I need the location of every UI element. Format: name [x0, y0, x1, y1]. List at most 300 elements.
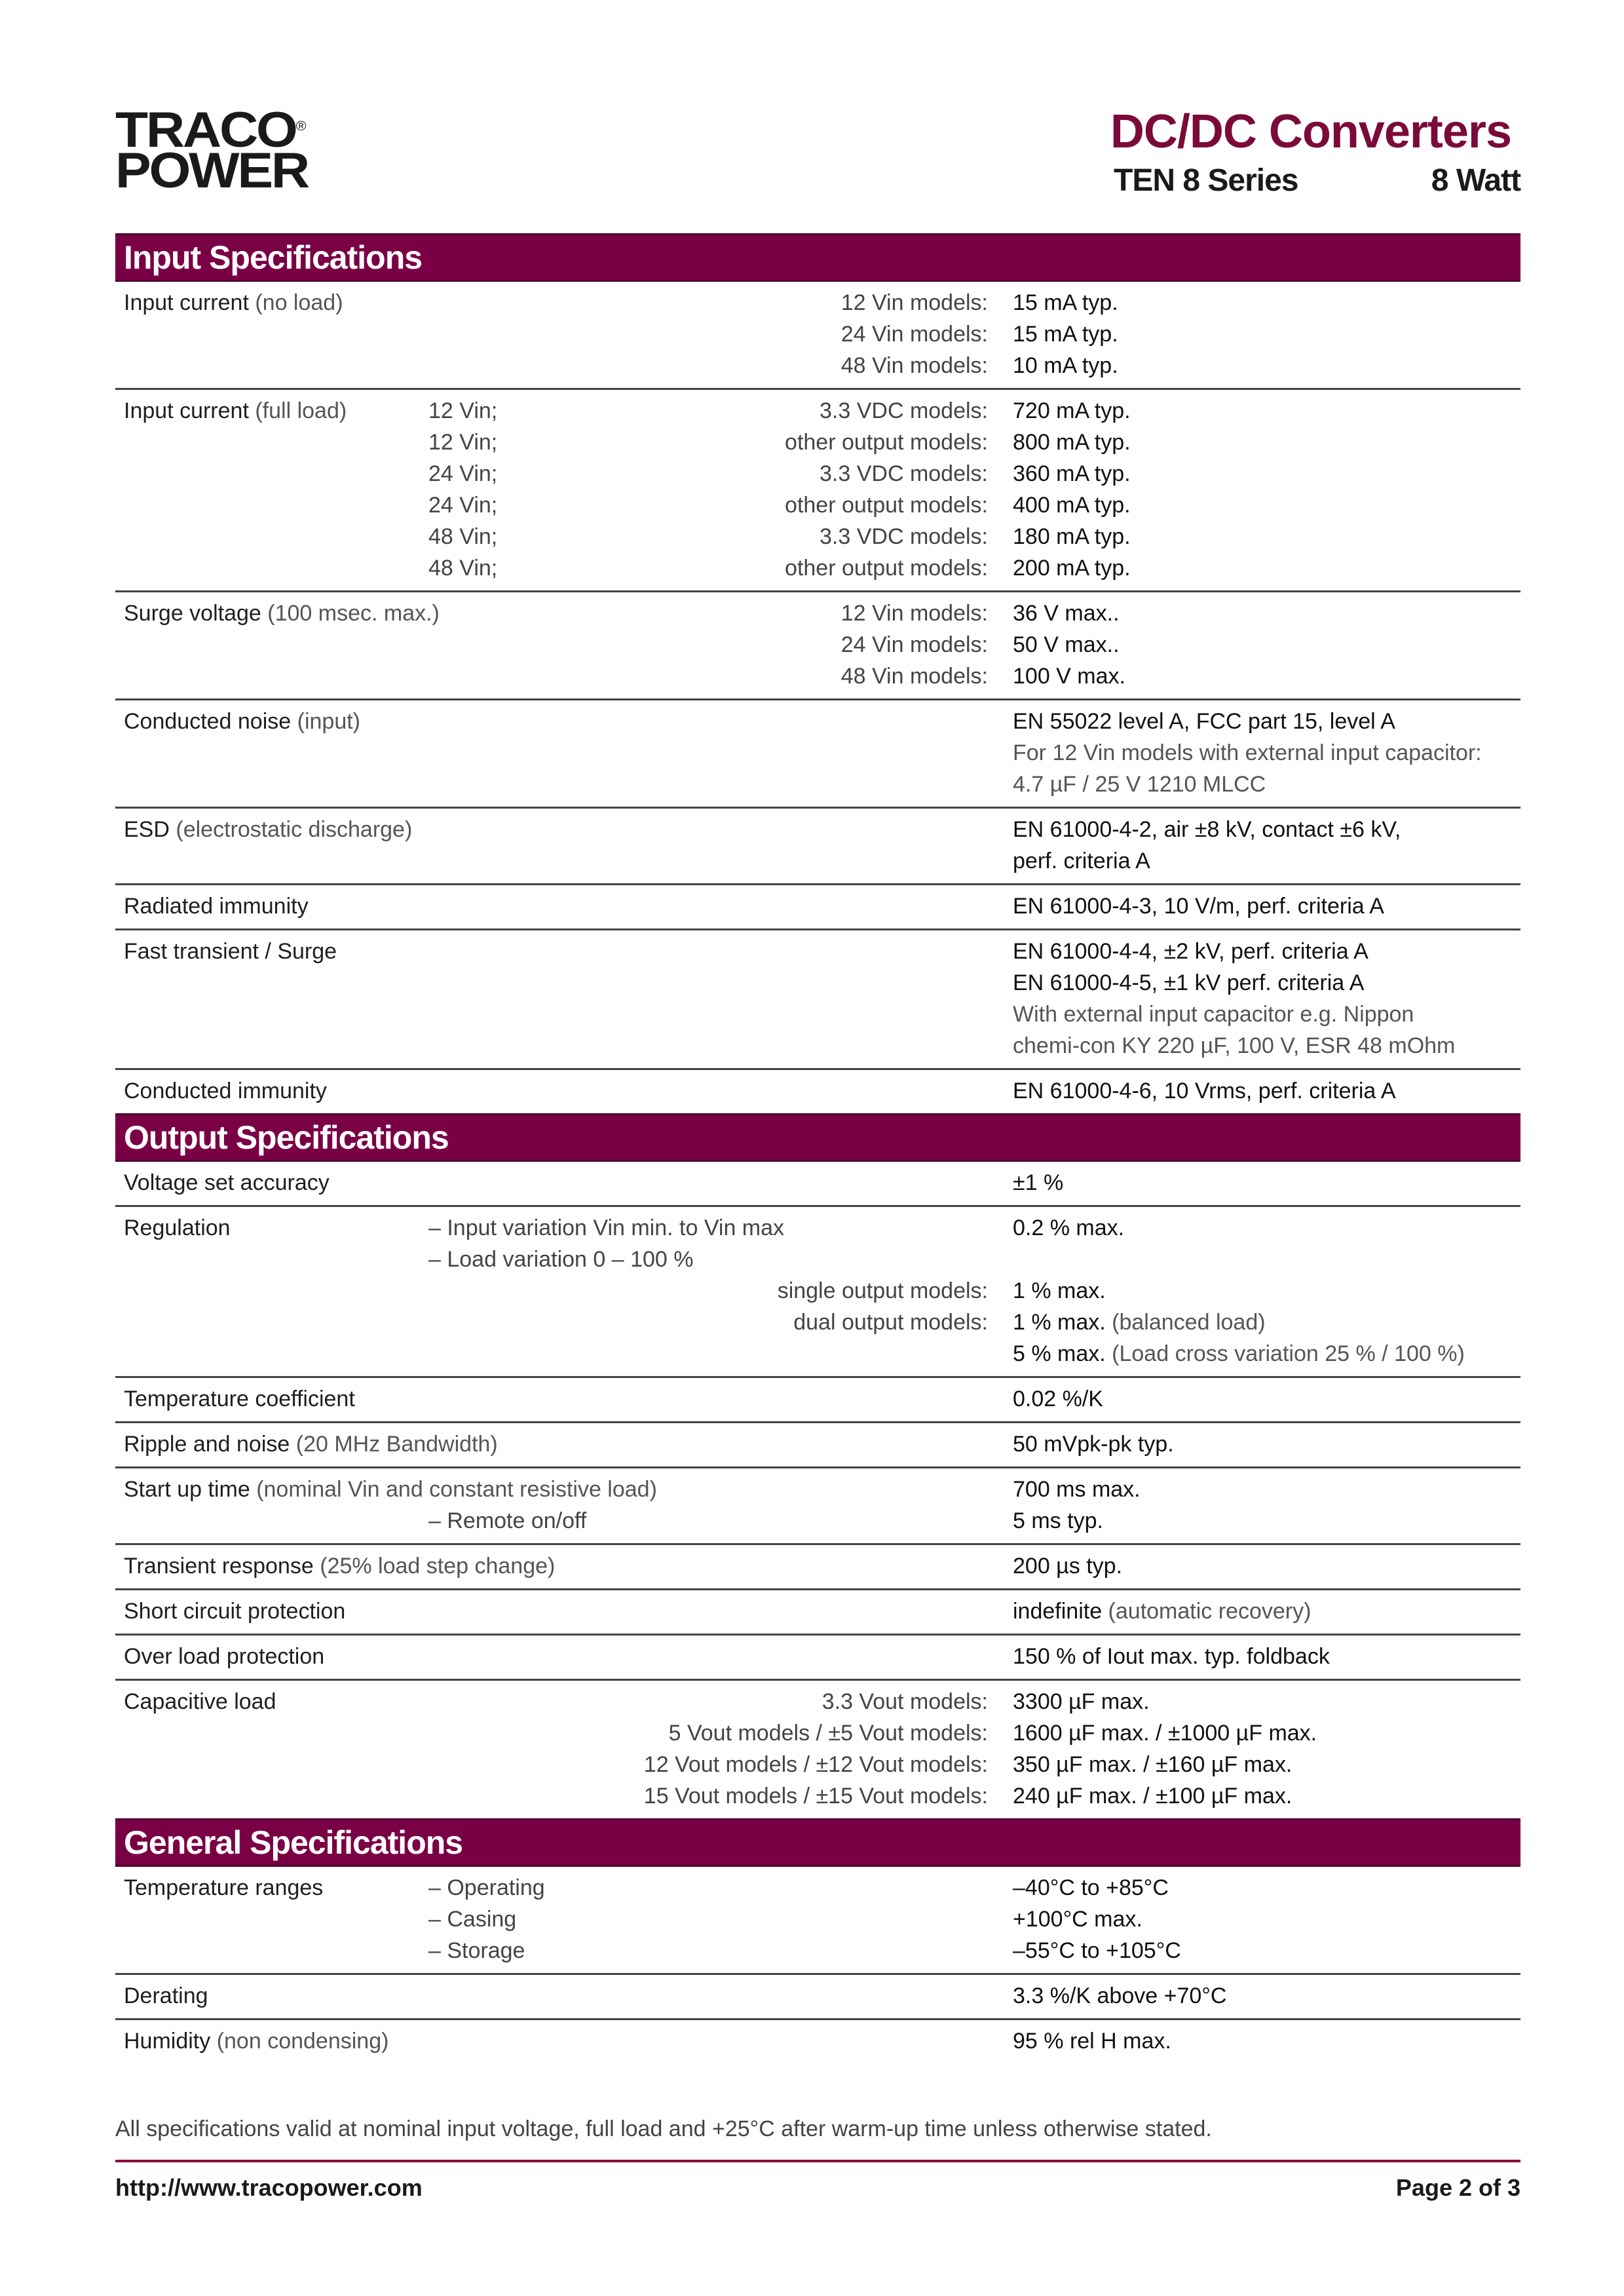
spec-condition-cell [428, 489, 988, 521]
spacer [988, 521, 1013, 552]
spec-label-cell [124, 737, 428, 769]
spec-value: ±1 % [1013, 1170, 1064, 1195]
spec-label: Input current [124, 398, 249, 423]
spec-condition-cell [428, 1244, 988, 1275]
spec-line [115, 489, 1520, 521]
spec-condition-cell [428, 1167, 988, 1198]
spacer [988, 629, 1013, 660]
spec-value-cell [1013, 287, 1520, 318]
spec-label: Conducted noise [124, 709, 292, 734]
spec-value: perf. criteria A [1013, 849, 1150, 873]
spec-value-cell [1013, 737, 1520, 769]
spec-row [115, 809, 1520, 885]
specifications-table [115, 233, 1520, 2063]
section-header: Output Specifications [115, 1113, 1520, 1162]
spec-value: 360 mA typ. [1013, 461, 1131, 486]
spec-value-cell [1013, 1338, 1520, 1369]
spacer [988, 1338, 1013, 1369]
spacer [988, 1935, 1013, 1966]
spacer [988, 552, 1013, 584]
spec-model-condition: other output models: [785, 493, 988, 518]
spec-row [115, 1207, 1520, 1378]
spec-value-cell [1013, 1780, 1520, 1812]
spec-value: 15 mA typ. [1013, 290, 1118, 315]
spacer [988, 458, 1013, 489]
spacer [988, 1505, 1013, 1537]
spec-value: EN 55022 level A, FCC part 15, level A [1013, 709, 1395, 734]
spec-value: 180 mA typ. [1013, 524, 1131, 549]
spec-value-cell [1013, 1307, 1520, 1338]
spacer [988, 598, 1013, 629]
spec-value: EN 61000-4-6, 10 Vrms, perf. criteria A [1013, 1079, 1396, 1103]
spec-label-cell [124, 427, 428, 458]
spec-label: Radiated immunity [124, 894, 309, 919]
spacer [988, 967, 1013, 999]
spec-value-cell [1013, 1641, 1520, 1672]
spec-condition-cell [428, 1307, 988, 1338]
spacer [988, 936, 1013, 967]
spec-value-cell [1013, 1244, 1520, 1275]
spec-line [115, 1212, 1520, 1244]
spec-condition-cell [428, 395, 988, 427]
spec-value-cell [1013, 2025, 1520, 2057]
spacer [988, 1550, 1013, 1582]
spec-model-condition: 24 Vin models: [840, 322, 988, 347]
document-title: DC/DC Converters [1110, 105, 1511, 158]
spec-value-cell [1013, 1505, 1520, 1537]
spec-value-cell [1013, 1167, 1520, 1198]
spec-condition-cell [428, 2025, 988, 2057]
spec-line [115, 318, 1520, 350]
spec-condition-cell [428, 660, 988, 692]
spec-model-condition: single output models: [777, 1278, 988, 1303]
spec-label-note: (nominal Vin and constant resistive load) [250, 1477, 657, 1502]
spec-value-cell [1013, 1749, 1520, 1780]
spec-value: –55°C to +105°C [1013, 1938, 1181, 1963]
spec-condition-cell [428, 598, 988, 629]
spec-condition-cell [428, 1383, 988, 1415]
spec-label: Transient response [124, 1554, 314, 1578]
spec-line [115, 1030, 1520, 1062]
spec-value: EN 61000-4-2, air ±8 kV, contact ±6 kV, [1013, 817, 1401, 842]
spec-value: indefinite [1013, 1599, 1103, 1624]
spec-label: Derating [124, 1983, 208, 2008]
spacer [988, 1474, 1013, 1505]
spec-model-condition: 12 Vout models / ±12 Vout models: [643, 1752, 988, 1777]
spec-line [115, 1338, 1520, 1369]
spec-label-cell [124, 1428, 498, 1460]
spec-value-cell [1013, 552, 1520, 584]
spec-row [115, 1681, 1520, 1818]
spec-row [115, 1162, 1520, 1207]
spec-value: 10 mA typ. [1013, 353, 1118, 378]
spec-value-cell [1013, 1275, 1520, 1307]
spec-condition-cell [428, 1904, 988, 1935]
spacer [988, 1904, 1013, 1935]
spec-value-cell [1013, 458, 1520, 489]
spec-condition-cell [428, 890, 988, 922]
spec-label-cell [124, 769, 428, 800]
spec-label-cell [124, 706, 428, 737]
spec-sub-condition: – Operating [428, 1875, 545, 1900]
spec-line [115, 1641, 1520, 1672]
spacer [988, 1749, 1013, 1780]
spec-value-note: (balanced load) [1105, 1310, 1266, 1335]
spacer [988, 287, 1013, 318]
spec-row [115, 1468, 1520, 1545]
spec-condition-cell [428, 706, 988, 737]
spec-row [115, 700, 1520, 809]
spec-row [115, 1975, 1520, 2020]
spec-value: 36 V max.. [1013, 601, 1120, 626]
spacer [988, 1167, 1013, 1198]
spec-condition-cell [428, 287, 988, 318]
spec-label-cell [124, 1167, 428, 1198]
spec-value-cell [1013, 1980, 1520, 2012]
spec-value-cell [1013, 769, 1520, 800]
spec-row [115, 1070, 1520, 1113]
spec-line [115, 890, 1520, 922]
spec-condition-cell [428, 967, 988, 999]
spec-line [115, 1717, 1520, 1749]
spec-label-cell [124, 1030, 428, 1062]
spec-label-cell [124, 660, 428, 692]
spec-label-cell [124, 395, 428, 427]
spec-condition-cell [428, 1686, 988, 1717]
spec-label-note: (100 msec. max.) [261, 601, 440, 626]
footer-divider [115, 2160, 1520, 2162]
spec-line [115, 1749, 1520, 1780]
section-header: General Specifications [115, 1818, 1520, 1867]
spec-row [115, 1545, 1520, 1590]
spacer [988, 1596, 1013, 1627]
spec-line [115, 967, 1520, 999]
spec-sub-condition: 24 Vin; [428, 493, 498, 518]
spec-label-cell [124, 1935, 428, 1966]
spec-line [115, 660, 1520, 692]
spec-label-cell [124, 1244, 428, 1275]
spec-value-cell [1013, 660, 1520, 692]
spec-model-condition: 3.3 VDC models: [820, 461, 988, 486]
spec-value-cell [1013, 629, 1520, 660]
spacer [988, 1244, 1013, 1275]
spec-condition-cell [428, 1935, 988, 1966]
spec-line [115, 427, 1520, 458]
spec-line [115, 845, 1520, 877]
spacer [988, 489, 1013, 521]
spec-sub-condition: – Storage [428, 1938, 525, 1963]
spec-sub-condition: 48 Vin; [428, 556, 498, 581]
spec-sub-condition: 12 Vin; [428, 430, 498, 455]
spec-sub-condition: 12 Vin; [428, 398, 498, 423]
spec-model-condition: 48 Vin models: [840, 664, 988, 689]
spec-value: 240 µF max. / ±100 µF max. [1013, 1784, 1293, 1808]
spacer [988, 769, 1013, 800]
spec-condition-cell [428, 1717, 988, 1749]
spec-value: 700 ms max. [1013, 1477, 1141, 1502]
spec-label-note: (no load) [248, 290, 343, 315]
spec-condition-cell [428, 1872, 988, 1904]
spacer [988, 1030, 1013, 1062]
spec-value-cell [1013, 845, 1520, 877]
traco-power-logo [115, 102, 308, 199]
spec-line [115, 936, 1520, 967]
spec-value: 720 mA typ. [1013, 398, 1131, 423]
spec-line [115, 1167, 1520, 1198]
spec-label: Temperature ranges [124, 1875, 324, 1900]
spec-line [115, 1244, 1520, 1275]
footer-note: All specifications valid at nominal input voltage, full load and +25°C after warm-up time unless otherwise stated. [115, 2116, 1212, 2141]
spec-sub-condition: – Input variation Vin min. to Vin max [428, 1215, 785, 1240]
spec-line [115, 395, 1520, 427]
spec-label: Over load protection [124, 1644, 325, 1669]
spec-label-cell [124, 1596, 428, 1627]
spacer [988, 845, 1013, 877]
spec-line [115, 769, 1520, 800]
spec-condition-cell [428, 1505, 988, 1537]
spec-line [115, 552, 1520, 584]
spec-value: –40°C to +85°C [1013, 1875, 1169, 1900]
spec-condition-cell [428, 845, 988, 877]
spec-label: Conducted immunity [124, 1079, 327, 1103]
spec-value: EN 61000-4-4, ±2 kV, perf. criteria A [1013, 939, 1369, 964]
spec-value: 200 µs typ. [1013, 1554, 1123, 1578]
spec-line [115, 1428, 1520, 1460]
spec-line [115, 1075, 1520, 1107]
spec-value: 50 V max.. [1013, 632, 1120, 657]
spec-value: 150 % of Iout max. typ. foldback [1013, 1644, 1330, 1669]
spec-value: 3.3 %/K above +70°C [1013, 1983, 1227, 2008]
spec-row [115, 592, 1520, 700]
spec-line [115, 2025, 1520, 2057]
spec-row [115, 1423, 1520, 1468]
spec-line [115, 1383, 1520, 1415]
spec-label: Short circuit protection [124, 1599, 346, 1624]
spec-line [115, 1307, 1520, 1338]
spec-line [115, 629, 1520, 660]
spec-value-cell [1013, 1383, 1520, 1415]
spacer [988, 1428, 1013, 1460]
spec-value-cell [1013, 427, 1520, 458]
spec-label-cell [124, 552, 428, 584]
spec-model-condition: other output models: [785, 556, 988, 581]
spec-condition-cell [428, 552, 988, 584]
spec-label-cell [124, 1641, 428, 1672]
spec-row [115, 1867, 1520, 1975]
spec-value: +100°C max. [1013, 1907, 1142, 1932]
spec-line [115, 1550, 1520, 1582]
spec-label-cell [124, 1550, 556, 1582]
spec-line [115, 458, 1520, 489]
spec-label-note: (25% load step change) [313, 1554, 556, 1578]
spec-line [115, 1872, 1520, 1904]
spec-condition-cell [428, 427, 988, 458]
spec-condition-cell [428, 1338, 988, 1369]
spec-line [115, 1275, 1520, 1307]
spec-value: 1600 µF max. / ±1000 µF max. [1013, 1721, 1317, 1746]
spec-label-cell [124, 318, 428, 350]
spec-value-cell [1013, 598, 1520, 629]
spec-line [115, 598, 1520, 629]
spec-value: 3300 µF max. [1013, 1689, 1150, 1714]
spacer [988, 1780, 1013, 1812]
spacer [988, 1212, 1013, 1244]
spec-condition-cell [428, 1550, 988, 1582]
spec-condition-cell [428, 1428, 988, 1460]
spec-line [115, 737, 1520, 769]
spec-label-cell [124, 1307, 428, 1338]
spec-label: Surge voltage [124, 601, 261, 626]
spec-model-condition: 48 Vin models: [840, 353, 988, 378]
spacer [988, 814, 1013, 845]
spec-model-condition: 3.3 VDC models: [820, 524, 988, 549]
spec-value-cell [1013, 1550, 1520, 1582]
spec-model-condition: 5 Vout models / ±5 Vout models: [668, 1721, 988, 1746]
spec-value: 95 % rel H max. [1013, 2029, 1171, 2054]
spec-row [115, 390, 1520, 592]
spec-condition-cell [428, 1275, 988, 1307]
spec-value-cell [1013, 1596, 1520, 1627]
spec-row [115, 1636, 1520, 1681]
spec-value: 1 % max. [1013, 1310, 1106, 1335]
spec-label: Fast transient / Surge [124, 939, 337, 964]
spec-value-cell [1013, 395, 1520, 427]
spec-model-condition: 24 Vin models: [840, 632, 988, 657]
spacer [988, 350, 1013, 381]
spec-value-note: For 12 Vin models with external input capacitor: [1013, 740, 1482, 765]
spec-condition-cell [428, 350, 988, 381]
spec-value-cell [1013, 1428, 1520, 1460]
spacer [988, 395, 1013, 427]
spec-condition-cell [428, 1075, 988, 1107]
spec-label-cell [124, 350, 428, 381]
spec-label-cell [124, 936, 428, 967]
spec-value-cell [1013, 489, 1520, 521]
spec-value-note: (automatic recovery) [1102, 1599, 1312, 1624]
logo-line1: TRACO [115, 102, 296, 158]
spec-label: ESD [124, 817, 170, 842]
spec-label-cell [124, 999, 428, 1030]
spec-value-cell [1013, 1872, 1520, 1904]
spec-value-cell [1013, 1935, 1520, 1966]
spec-value: 350 µF max. / ±160 µF max. [1013, 1752, 1293, 1777]
spec-value: 5 % max. [1013, 1341, 1106, 1366]
spec-condition-cell [428, 1780, 988, 1812]
spec-row [115, 1590, 1520, 1636]
spec-condition-cell [428, 814, 988, 845]
spec-value-note: With external input capacitor e.g. Nippon [1013, 1002, 1414, 1027]
spacer [988, 1980, 1013, 2012]
spec-label-cell [124, 489, 428, 521]
spec-label-note: (full load) [248, 398, 347, 423]
spec-label-note: (20 MHz Bandwidth) [290, 1432, 498, 1457]
spec-label-note: (input) [291, 709, 361, 734]
spec-label-cell [124, 1780, 428, 1812]
spec-model-condition: 3.3 VDC models: [820, 398, 988, 423]
spec-line [115, 1474, 1520, 1505]
spec-condition-cell [428, 1212, 988, 1244]
spec-label-cell [124, 287, 428, 318]
spec-value-cell [1013, 706, 1520, 737]
spec-row [115, 930, 1520, 1070]
spacer [988, 318, 1013, 350]
spec-value: 1 % max. [1013, 1278, 1106, 1303]
spec-line [115, 706, 1520, 737]
website-link[interactable]: http://www.tracopower.com [115, 2174, 423, 2201]
spec-value-cell [1013, 1474, 1520, 1505]
spec-label-cell [124, 1749, 428, 1780]
spec-label-cell [124, 1383, 428, 1415]
spec-value-cell [1013, 1212, 1520, 1244]
spec-value-cell [1013, 521, 1520, 552]
spec-label-cell [124, 598, 440, 629]
spec-value-cell [1013, 967, 1520, 999]
spec-line [115, 1596, 1520, 1627]
spec-label-cell [124, 458, 428, 489]
spec-condition-cell [428, 737, 988, 769]
spec-label: Input current [124, 290, 249, 315]
spec-label: Start up time [124, 1477, 250, 1502]
spec-value: EN 61000-4-3, 10 V/m, perf. criteria A [1013, 894, 1384, 919]
spacer [988, 660, 1013, 692]
spec-label-cell [124, 1075, 428, 1107]
spec-condition-cell [428, 521, 988, 552]
spec-label-cell [124, 1872, 428, 1904]
spec-value-cell [1013, 1686, 1520, 1717]
spec-label-cell [124, 814, 428, 845]
power-rating: 8 Watt [1431, 163, 1520, 198]
spec-value: 0.2 % max. [1013, 1215, 1125, 1240]
spec-model-condition: 12 Vin models: [840, 601, 988, 626]
logo-line2: POWER [115, 143, 308, 199]
spec-sub-condition: 48 Vin; [428, 524, 498, 549]
spec-model-condition: 3.3 Vout models: [821, 1689, 988, 1714]
spec-label: Regulation [124, 1215, 231, 1240]
spec-line [115, 814, 1520, 845]
spec-label-cell [124, 1904, 428, 1935]
spec-label-cell [124, 1275, 428, 1307]
spec-value-note: (Load cross variation 25 % / 100 %) [1105, 1341, 1465, 1366]
spec-label-cell [124, 1980, 428, 2012]
spec-row [115, 1378, 1520, 1423]
spec-condition-cell [428, 936, 988, 967]
spec-value: 100 V max. [1013, 664, 1125, 689]
spec-line [115, 1935, 1520, 1966]
page-number: Page 2 of 3 [1395, 2174, 1520, 2201]
spec-row [115, 885, 1520, 930]
spacer [988, 1872, 1013, 1904]
spacer [988, 2025, 1013, 2057]
spec-condition-cell [428, 999, 988, 1030]
spec-condition-cell [428, 1749, 988, 1780]
spec-label-cell [124, 1717, 428, 1749]
spec-condition-cell [428, 1474, 988, 1505]
spec-value: 50 mVpk-pk typ. [1013, 1432, 1174, 1457]
spec-value-cell [1013, 318, 1520, 350]
spec-label-cell [124, 1474, 657, 1505]
spacer [988, 890, 1013, 922]
spec-label-note: (non condensing) [210, 2029, 389, 2054]
spacer [988, 1686, 1013, 1717]
spec-condition-cell [428, 1030, 988, 1062]
spec-value-note: 4.7 µF / 25 V 1210 MLCC [1013, 772, 1266, 797]
spec-value-cell [1013, 350, 1520, 381]
spacer [988, 1717, 1013, 1749]
spec-label-note: (electrostatic discharge) [169, 817, 413, 842]
spec-line [115, 1780, 1520, 1812]
spec-value-cell [1013, 1717, 1520, 1749]
spec-line [115, 1980, 1520, 2012]
